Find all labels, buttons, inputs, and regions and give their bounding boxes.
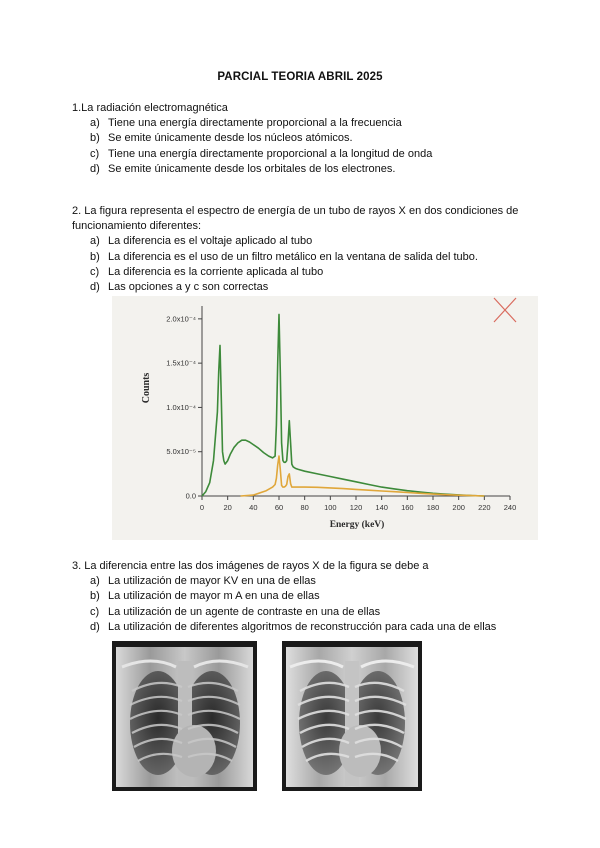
- question-3-stem: 3. La diferencia entre las dos imágenes de rayos X de la figura se debe a: [72, 560, 429, 572]
- y-tick-label: 0.0: [185, 491, 196, 501]
- chest-xray-right: [282, 641, 422, 791]
- page-title: PARCIAL TEORIA ABRIL 2025: [217, 71, 383, 83]
- question-3-option-a[interactable]: [72, 574, 542, 589]
- question-3-option-d[interactable]: [72, 620, 542, 635]
- x-tick-label: 160: [401, 503, 414, 512]
- y-tick-label: 1.0x10⁻⁴: [166, 402, 196, 412]
- option-letter: d): [90, 620, 100, 633]
- question-3: [72, 559, 542, 635]
- x-tick-label: 20: [223, 503, 232, 512]
- question-1-stem: 1.La radiación electromagnética: [72, 102, 228, 114]
- x-tick-label: 180: [426, 503, 440, 512]
- option-text: Las opciones a y c son correctas: [108, 281, 269, 294]
- option-text: La utilización de diferentes algoritmos de reconstrucción para cada una de ellas: [108, 620, 497, 633]
- question-3-option-c[interactable]: [72, 605, 542, 620]
- option-text: Se emite únicamente desde los núcleos atómicos.: [108, 132, 353, 145]
- option-text: La utilización de mayor m A en una de ellas: [108, 590, 320, 603]
- question-2-option-a[interactable]: [72, 234, 542, 249]
- question-3-options: [72, 574, 542, 635]
- xray-spectrum-figure: [112, 296, 538, 540]
- option-text: La diferencia es la corriente aplicada al tubo: [108, 265, 324, 278]
- question-2-options: [72, 234, 542, 295]
- option-letter: b): [90, 132, 100, 145]
- option-letter: a): [90, 235, 100, 248]
- chest-xray-left: [112, 641, 257, 791]
- question-2-option-b[interactable]: [72, 250, 542, 265]
- option-letter: c): [90, 265, 100, 278]
- spectrum-chart: [112, 296, 538, 540]
- x-tick-label: 60: [274, 503, 284, 512]
- question-1: [72, 101, 542, 177]
- option-letter: a): [90, 575, 100, 588]
- y-tick-label: 1.5x10⁻⁴: [166, 358, 196, 368]
- option-letter: d): [90, 162, 100, 175]
- option-letter: c): [90, 147, 100, 160]
- y-tick-label: 2.0x10⁻⁴: [166, 314, 196, 324]
- option-letter: d): [90, 281, 100, 294]
- question-1-option-d[interactable]: [72, 162, 542, 177]
- option-letter: b): [90, 250, 100, 263]
- question-2: [72, 204, 542, 295]
- option-text: La utilización de mayor KV en una de ellas: [108, 575, 316, 588]
- question-2-stem: 2. La figura representa el espectro de energía de un tubo de rayos X en dos condiciones de funcionamiento diferentes:: [72, 205, 519, 233]
- option-letter: c): [90, 605, 100, 618]
- x-tick-label: 80: [300, 503, 309, 512]
- x-tick-label: 0: [199, 503, 205, 512]
- x-tick-label: 240: [503, 503, 517, 512]
- option-letter: b): [90, 590, 100, 603]
- option-text: Se emite únicamente desde los orbitales de los electrones.: [108, 162, 396, 175]
- option-letter: a): [90, 117, 100, 130]
- question-3-option-b[interactable]: [72, 589, 542, 604]
- x-tick-label: 120: [349, 503, 363, 512]
- question-2-option-d[interactable]: [72, 280, 542, 295]
- x-tick-label: 140: [375, 503, 388, 512]
- y-axis-label: Counts: [141, 372, 152, 404]
- option-text: La utilización de un agente de contraste en una de ellas: [108, 605, 381, 618]
- x-tick-label: 40: [249, 503, 258, 512]
- y-tick-label: 5.0x10⁻⁵: [166, 447, 196, 457]
- x-axis-label: Energy (keV): [329, 520, 385, 530]
- question-1-option-c[interactable]: [72, 147, 542, 162]
- question-1-options: [72, 116, 542, 177]
- x-tick-label: 220: [478, 503, 491, 512]
- x-tick-label: 100: [324, 503, 337, 512]
- option-text: Tiene una energía directamente proporcional a la frecuencia: [108, 117, 402, 130]
- option-text: La diferencia es el uso de un filtro metálico en la ventana de salida del tubo.: [108, 250, 478, 263]
- x-tick-label: 200: [452, 503, 465, 512]
- question-1-option-a[interactable]: [72, 116, 542, 131]
- question-1-option-b[interactable]: [72, 131, 542, 146]
- option-text: Tiene una energía directamente proporcional a la longitud de onda: [108, 147, 433, 160]
- question-2-option-c[interactable]: [72, 265, 542, 280]
- option-text: La diferencia es el voltaje aplicado al tubo: [108, 235, 313, 248]
